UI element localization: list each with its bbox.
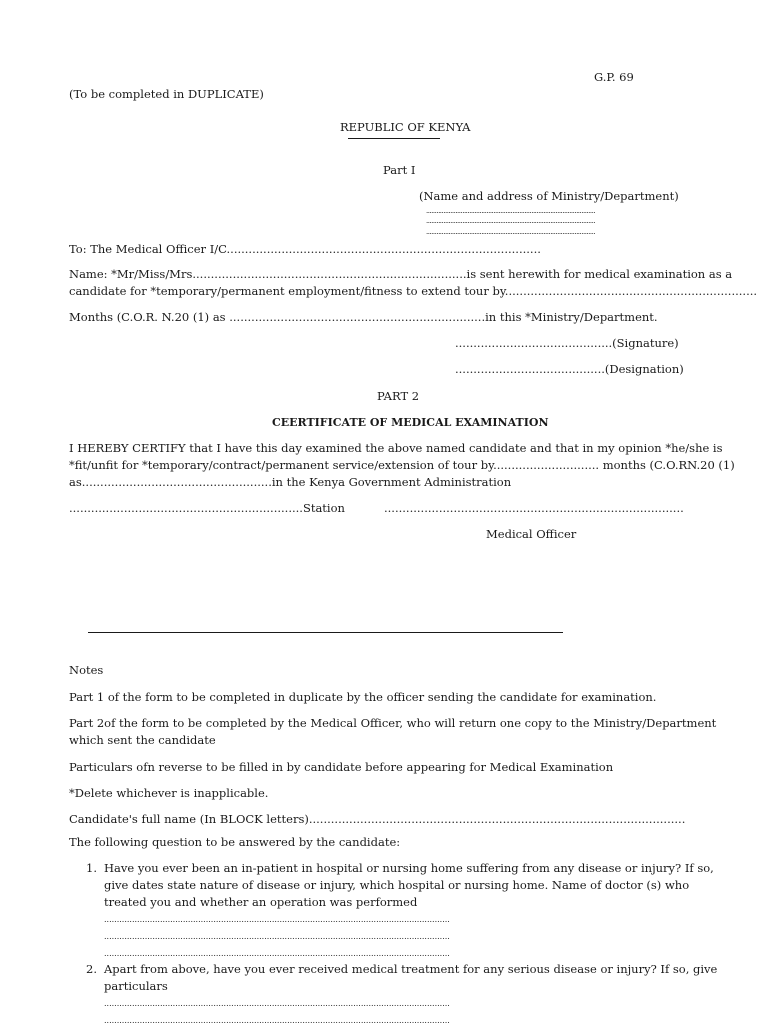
note-item-1: Part 1 of the form to be completed in duplicate by the officer sending the candidate for examination. xyxy=(69,690,657,704)
question-1-text: Have you ever been an in-patient in hospital or nursing home suffering from any disease or injury? If so, give dates state nature of disease or injury, which hospital or nursing home. Name of doctor (s) who treated you and whether an operation was performed xyxy=(104,861,714,909)
question-2-text: Apart from above, have you ever received medical treatment for any serious disease or injury? If so, give particulars xyxy=(104,962,718,993)
title-underline xyxy=(348,138,440,139)
certify-line-3[interactable]: as....................................................in the Kenya Government Administration xyxy=(69,475,512,489)
ministry-label: (Name and address of Ministry/Department) xyxy=(419,189,679,203)
question-2-number: 2. xyxy=(86,962,97,976)
certify-line-2[interactable]: *fit/unfit for *temporary/contract/permanent service/extension of tour by............................. months (C.O.RN.20 (1) xyxy=(69,458,735,472)
form-code: G.P. 69 xyxy=(594,70,634,84)
question-1-number: 1. xyxy=(86,861,97,875)
months-line[interactable]: Months (C.O.R. N.20 (1) as ......................................................................in this *Ministry/Department. xyxy=(69,310,658,324)
station-line[interactable]: ................................................................Station xyxy=(69,501,345,515)
designation-line[interactable]: .........................................(Designation) xyxy=(455,362,684,376)
medical-officer-signature-line[interactable]: .................................................................................. xyxy=(384,501,684,515)
notes-heading: Notes xyxy=(69,663,104,677)
question-1-answer-line-3[interactable]: ........................................................................................................................................ xyxy=(104,949,450,958)
note-item-4: *Delete whichever is inapplicable. xyxy=(69,786,269,800)
note-item-2-cont: which sent the candidate xyxy=(69,733,216,747)
certificate-title: CEERTIFICATE OF MEDICAL EXAMINATION xyxy=(272,416,549,429)
question-2-answer-line-1[interactable]: ........................................................................................................................................ xyxy=(104,999,450,1008)
candidate-line[interactable]: candidate for *temporary/permanent employment/fitness to extend tour by..................................................................... xyxy=(69,284,758,298)
part1-heading: Part I xyxy=(383,163,416,177)
name-line[interactable]: Name: *Mr/Miss/Mrs...........................................................................is sent herewith for medical examination as a xyxy=(69,267,733,281)
certify-line-1: I HEREBY CERTIFY that I have this day examined the above named candidate and that in my opinion *he/she is xyxy=(69,441,723,455)
question-1-answer-line-2[interactable]: ........................................................................................................................................ xyxy=(104,932,450,941)
note-item-3: Particulars ofn reverse to be filled in by candidate before appearing for Medical Examination xyxy=(69,760,614,774)
part2-heading: PART 2 xyxy=(377,389,420,403)
question-1 xyxy=(86,860,726,911)
ministry-line-3[interactable]: .................................................................................................. xyxy=(426,228,596,236)
ministry-line-2[interactable]: .................................................................................................. xyxy=(426,217,596,225)
question-2 xyxy=(86,961,726,995)
section-divider xyxy=(88,632,563,633)
question-1-answer-line-1[interactable]: ........................................................................................................................................ xyxy=(104,915,450,924)
medical-officer-label: Medical Officer xyxy=(486,527,577,541)
note-item-2: Part 2of the form to be completed by the Medical Officer, who will return one copy to the Ministry/Department xyxy=(69,716,717,730)
signature-line[interactable]: ...........................................(Signature) xyxy=(455,336,679,350)
question-2-answer-line-2[interactable]: ........................................................................................................................................ xyxy=(104,1016,450,1025)
to-line[interactable]: To: The Medical Officer I/C...................................................................................... xyxy=(69,242,541,256)
candidate-full-name-line[interactable]: Candidate's full name (In BLOCK letters)....................................................................................................... xyxy=(69,812,686,826)
duplicate-note: (To be completed in DUPLICATE) xyxy=(69,87,264,101)
question-intro: The following question to be answered by the candidate: xyxy=(69,835,401,849)
page-title: REPUBLIC OF KENYA xyxy=(340,120,471,134)
ministry-line-1[interactable]: .................................................................................................. xyxy=(426,207,596,215)
